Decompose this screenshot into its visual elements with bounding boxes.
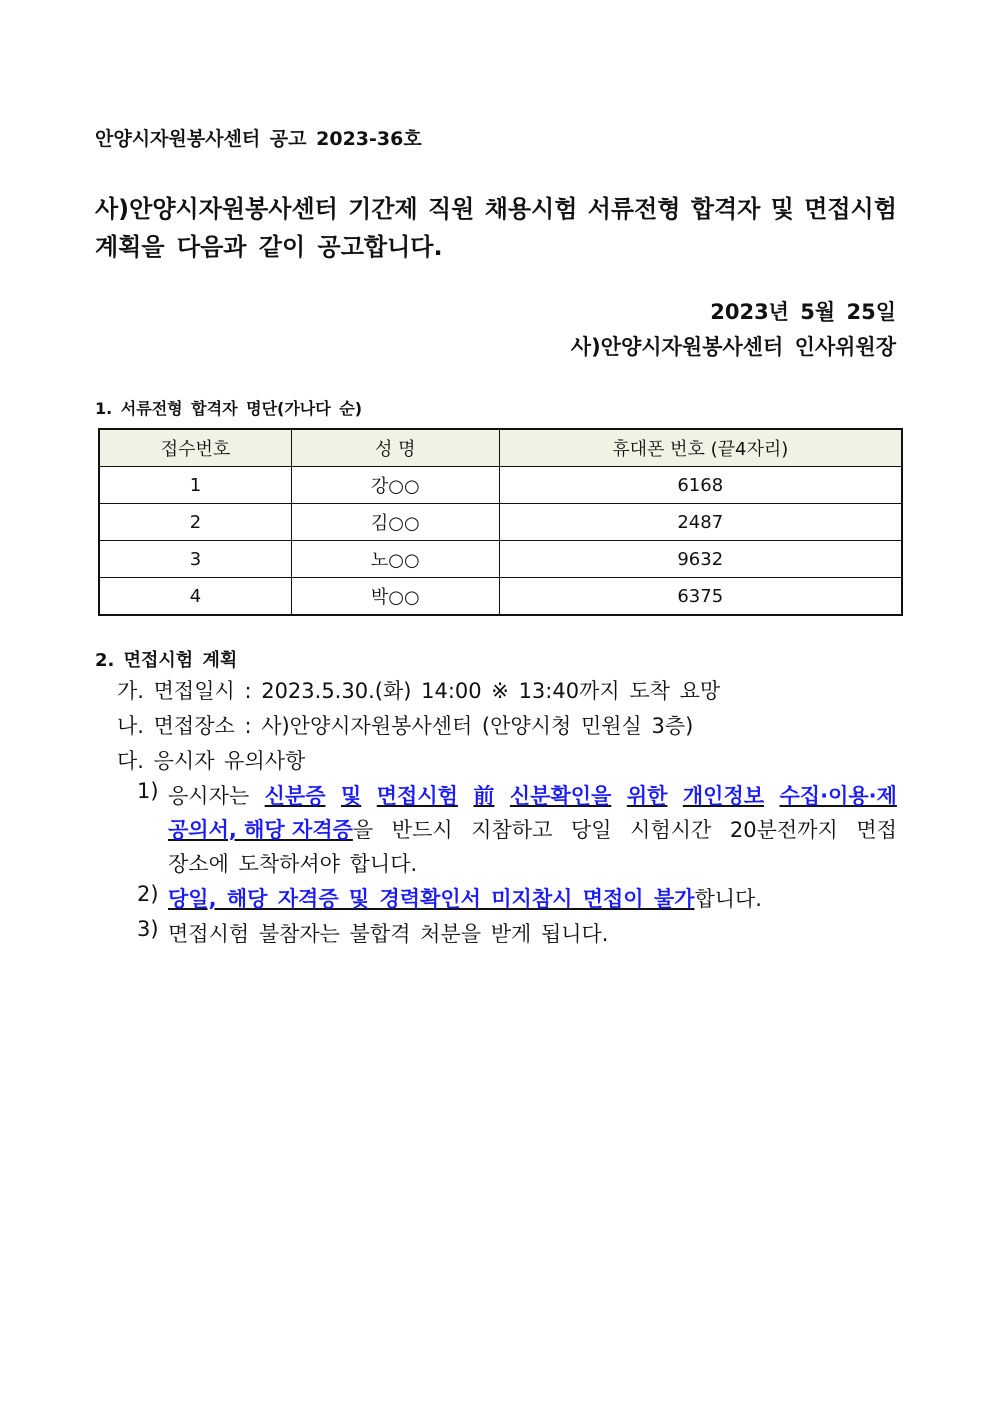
note-3-label: 3) <box>137 917 159 941</box>
note-1-label: 1) <box>137 779 159 803</box>
note-word-highlight: 신분증 <box>264 784 326 808</box>
applicant-notes-heading: 다. 응시자 유의사항 <box>117 749 306 773</box>
note-1 <box>168 779 897 881</box>
table-row <box>99 541 902 578</box>
note-word-highlight: 위한 <box>626 784 668 808</box>
note-word-highlight: 신분확인을 <box>509 784 612 808</box>
headline <box>95 190 897 266</box>
notice-number: 안양시자원봉사센터 공고 2023-36호 <box>95 128 422 150</box>
note-word-highlight: 및 <box>340 784 362 808</box>
cell-receipt-no: 2 <box>99 504 292 541</box>
note-2 <box>168 882 897 916</box>
headline-line-2: 계획을 다음과 같이 공고합니다. <box>95 233 443 261</box>
table-row <box>99 467 902 504</box>
table-row <box>99 578 902 616</box>
notice-date: 2023년 5월 25일 <box>710 300 896 324</box>
headline-word: 직원 <box>428 195 475 223</box>
cell-receipt-no: 3 <box>99 541 292 578</box>
section-1-title: 1. 서류전형 합격자 명단(가나다 순) <box>95 399 363 418</box>
cell-phone: 6168 <box>499 467 902 504</box>
cell-phone: 2487 <box>499 504 902 541</box>
headline-word: 및 <box>770 195 794 223</box>
headline-word: 합격자 <box>690 195 761 223</box>
note-word: 시험시간 <box>630 818 712 842</box>
note-1-line-1 <box>168 779 897 813</box>
headline-word: 서류전형 <box>587 195 681 223</box>
table-row <box>99 504 902 541</box>
section-2-title: 2. 면접시험 계획 <box>95 650 238 671</box>
note-3-line: 면접시험 불참자는 불합격 처분을 받게 됩니다. <box>168 922 609 946</box>
note-1-line-2 <box>168 813 897 847</box>
cell-phone: 9632 <box>499 541 902 578</box>
column-header-phone: 휴대폰 번호 (끝4자리) <box>499 429 902 467</box>
note-word: 면접 <box>856 818 897 842</box>
headline-word: 채용시험 <box>484 195 578 223</box>
cell-name: 강○○ <box>292 467 500 504</box>
headline-word: 기간제 <box>348 195 418 223</box>
cell-name: 김○○ <box>292 504 500 541</box>
note-word: 반드시 <box>391 818 453 842</box>
note-word-highlight: 면접시험 <box>376 784 458 808</box>
note-2-label: 2) <box>137 882 159 906</box>
headline-word: 사)안양시자원봉사센터 <box>95 195 338 223</box>
headline-line-1 <box>95 190 897 228</box>
note-word-highlight: 개인정보 <box>682 784 765 808</box>
note-highlight-docs: 공의서, 해당 자격증 <box>168 818 353 842</box>
column-header-receipt-no: 접수번호 <box>99 429 292 467</box>
interview-place-item: 나. 면접장소 : 사)안양시자원봉사센터 (안양시청 민원실 3층) <box>117 714 694 738</box>
note-word-highlight: 前 <box>473 784 495 808</box>
note-word-group <box>168 813 373 847</box>
cell-phone: 6375 <box>499 578 902 616</box>
cell-receipt-no: 1 <box>99 467 292 504</box>
table-header-row <box>99 429 902 467</box>
note-word: 을 <box>352 818 374 842</box>
note-2-rest: 합니다. <box>694 887 762 911</box>
cell-name: 박○○ <box>292 578 500 616</box>
note-word: 당일 <box>570 818 612 842</box>
signer: 사)안양시자원봉사센터 인사위원장 <box>570 335 896 359</box>
note-word: 지참하고 <box>471 818 553 842</box>
note-3 <box>168 917 897 951</box>
note-2-line <box>168 882 897 916</box>
note-1-line-3: 장소에 도착하셔야 합니다. <box>168 852 418 876</box>
column-header-name: 성 명 <box>292 429 500 467</box>
passed-applicants-table <box>98 428 903 616</box>
note-word: 응시자는 <box>168 784 250 808</box>
headline-word: 면접시험 <box>804 195 897 223</box>
note-word: 20분전까지 <box>729 818 838 842</box>
note-word-highlight: 수집·이용·제 <box>779 784 897 808</box>
note-2-highlight: 당일, 해당 자격증 및 경력확인서 미지참시 면접이 불가 <box>168 887 695 911</box>
cell-receipt-no: 4 <box>99 578 292 616</box>
interview-date-item: 가. 면접일시 : 2023.5.30.(화) 14:00 ※ 13:40까지 도착 요망 <box>117 679 721 703</box>
cell-name: 노○○ <box>292 541 500 578</box>
